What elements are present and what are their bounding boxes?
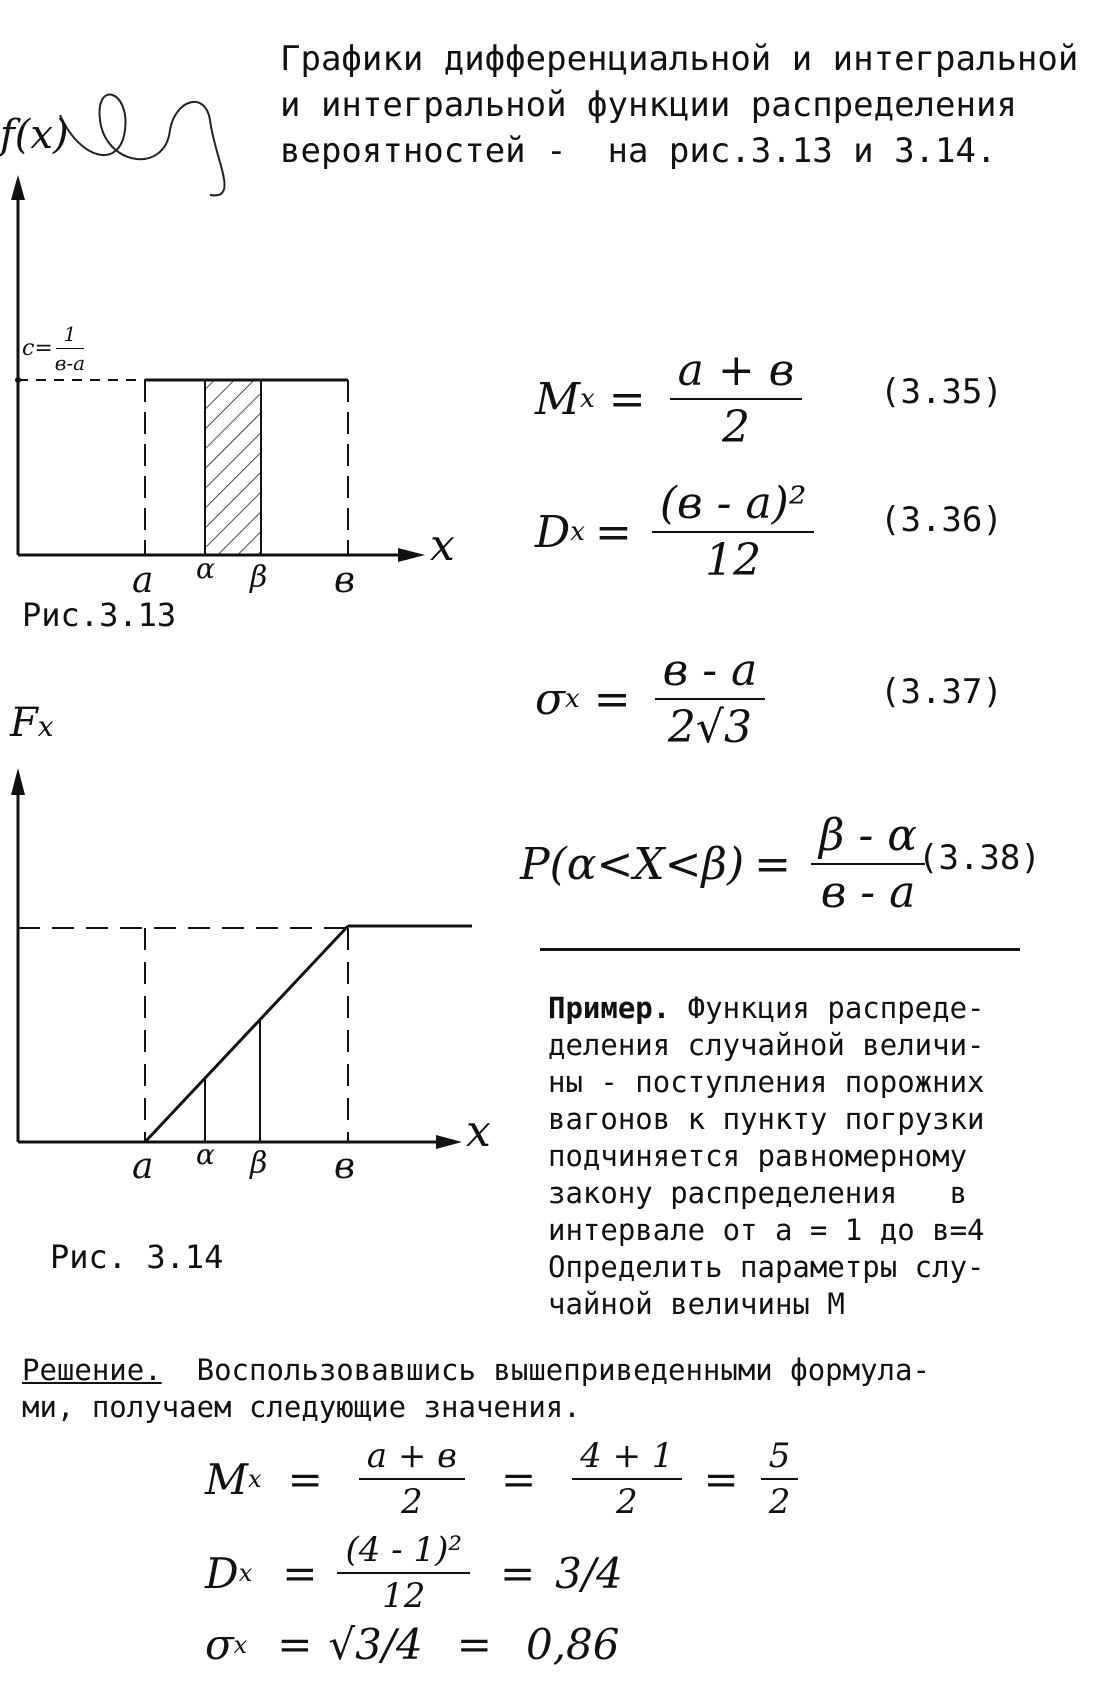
formula-3-37-den: 2√3 — [667, 702, 752, 753]
fig2-caption: Рис. 3.14 — [50, 1238, 224, 1276]
example-separator — [540, 948, 1020, 951]
sol1-sub: x — [248, 1465, 262, 1493]
fig1-c-prefix: c= — [22, 336, 53, 361]
formula-3-35-lhs: M — [535, 373, 581, 425]
formula-3-36-num: (в - а)² — [652, 478, 815, 533]
fig2-tick-b: в — [334, 1146, 355, 1187]
fig1-tick-alpha: α — [196, 552, 215, 585]
example-heading: Пример. — [548, 991, 671, 1025]
formula-3-37-lhs: σ — [535, 673, 566, 725]
formula-3-35-sub: x — [580, 384, 595, 414]
sol1-eq2: = — [500, 1454, 537, 1504]
sol2-rhs: 3/4 — [555, 1548, 623, 1598]
formula-3-38: P(α<X<β) = $\frac{\beta - \alpha}{в - а}$ — [520, 810, 935, 918]
fig1-c-num: 1 — [56, 322, 85, 349]
formula-3-36-den: 12 — [705, 535, 762, 586]
solution-text: ми, получаем следующие значения. — [22, 1390, 581, 1424]
sol1-f1-num: а + в — [359, 1436, 465, 1480]
formula-3-36-label: (3.36) — [880, 500, 1003, 540]
solution-block — [22, 1352, 1082, 1426]
formula-3-38-label: (3.38) — [918, 838, 1041, 878]
sol3-eq2: = — [456, 1620, 492, 1669]
sol1-f3-den: 2 — [768, 1482, 791, 1522]
formula-3-38-den: в - а — [820, 867, 916, 918]
fig2-y-arrow — [11, 768, 25, 795]
formula-3-37-label: (3.37) — [880, 672, 1003, 712]
formula-3-37-num: в - а — [655, 645, 766, 700]
sol1-eq3: = — [703, 1454, 739, 1504]
formula-3-35: M x = $\frac{а + в}{2}$ — [535, 345, 812, 453]
intro-text: Графики дифференциальной и интегральной и интегральной функции распределения вероятностей - на рис.3.13 и 3.14. — [280, 39, 1079, 171]
sol1-eq1: = — [287, 1454, 323, 1504]
formula-3-35-label: (3.35) — [880, 372, 1003, 412]
fig2-tick-alpha: α — [196, 1138, 215, 1171]
fig1-tick-b: в — [334, 560, 355, 601]
fig2-x-label: x — [466, 1106, 491, 1157]
formula-3-35-num: а + в — [670, 345, 803, 400]
solution-line-mean — [205, 1436, 808, 1522]
sol3-sub: x — [233, 1630, 248, 1659]
fig2-tick-beta: β — [250, 1146, 268, 1181]
fig2-tick-a: а — [132, 1146, 154, 1187]
fig2-y-sub: x — [37, 710, 54, 743]
formula-3-36-lhs: D — [535, 506, 571, 558]
solution-line-stddev — [205, 1620, 620, 1669]
sol1-f2-den: 2 — [616, 1482, 638, 1522]
sol3-rhs: √3/4 — [328, 1620, 423, 1669]
sol2-sub: x — [238, 1559, 253, 1587]
sol3-lhs: σ — [205, 1620, 234, 1669]
formula-3-36: D x = $\frac{\text{(в - а)²}}{12}$ — [535, 478, 824, 586]
fig1-caption: Рис.3.13 — [22, 596, 177, 634]
formula-3-36-sub: x — [570, 517, 585, 547]
formula-3-38-lhs: P(α<X<β) — [520, 838, 745, 890]
solution-line-variance — [205, 1530, 623, 1616]
sol3-value: 0,86 — [525, 1620, 620, 1669]
fig1-tick-beta: β — [250, 560, 268, 595]
fig2-y-main: F — [10, 700, 38, 746]
fig1-y-label: f(x) — [0, 112, 69, 158]
example-first-line: Функция распреде- — [670, 991, 985, 1025]
sol3-eq1: = — [277, 1620, 313, 1669]
fig2-x-arrow — [436, 1135, 462, 1149]
sol1-f1-den: 2 — [401, 1482, 423, 1522]
formula-3-35-den: 2 — [721, 402, 750, 453]
sol1-f2-num: 4 + 1 — [572, 1436, 681, 1480]
sol1-f3-num: 5 — [761, 1436, 799, 1480]
formula-3-37: σ x = $\frac{в - а}{2√3}$ — [535, 645, 775, 753]
sol2-f1-den: 12 — [382, 1576, 426, 1616]
sol2-eq2: = — [499, 1548, 536, 1598]
fig1-x-label: x — [430, 520, 455, 571]
solution-heading: Решение. — [22, 1353, 162, 1387]
example-block — [548, 990, 1068, 1323]
sol2-f1-num: (4 - 1)² — [337, 1530, 470, 1574]
formula-3-37-sub: x — [565, 684, 580, 714]
example-text: деления случайной величи- ны - поступления порожних вагонов к пункту погрузки подчиняется равномерному закону распределения в интервале от а = 1 до в=4 Определить параметры слу- чайной величины М — [548, 1028, 985, 1321]
sol2-eq1: = — [282, 1548, 318, 1598]
fig1-c-den: в-а — [54, 351, 86, 375]
sol1-lhs: M — [205, 1454, 249, 1504]
fig1-tick-a: а — [132, 560, 154, 601]
fig2-cdf-ramp — [145, 926, 348, 1142]
solution-first-line: Воспользовавшись вышеприведенными формула- — [161, 1353, 930, 1387]
formula-3-38-num: β - α — [811, 810, 925, 865]
fig2-y-label — [10, 700, 54, 746]
sol2-lhs: D — [205, 1548, 239, 1598]
